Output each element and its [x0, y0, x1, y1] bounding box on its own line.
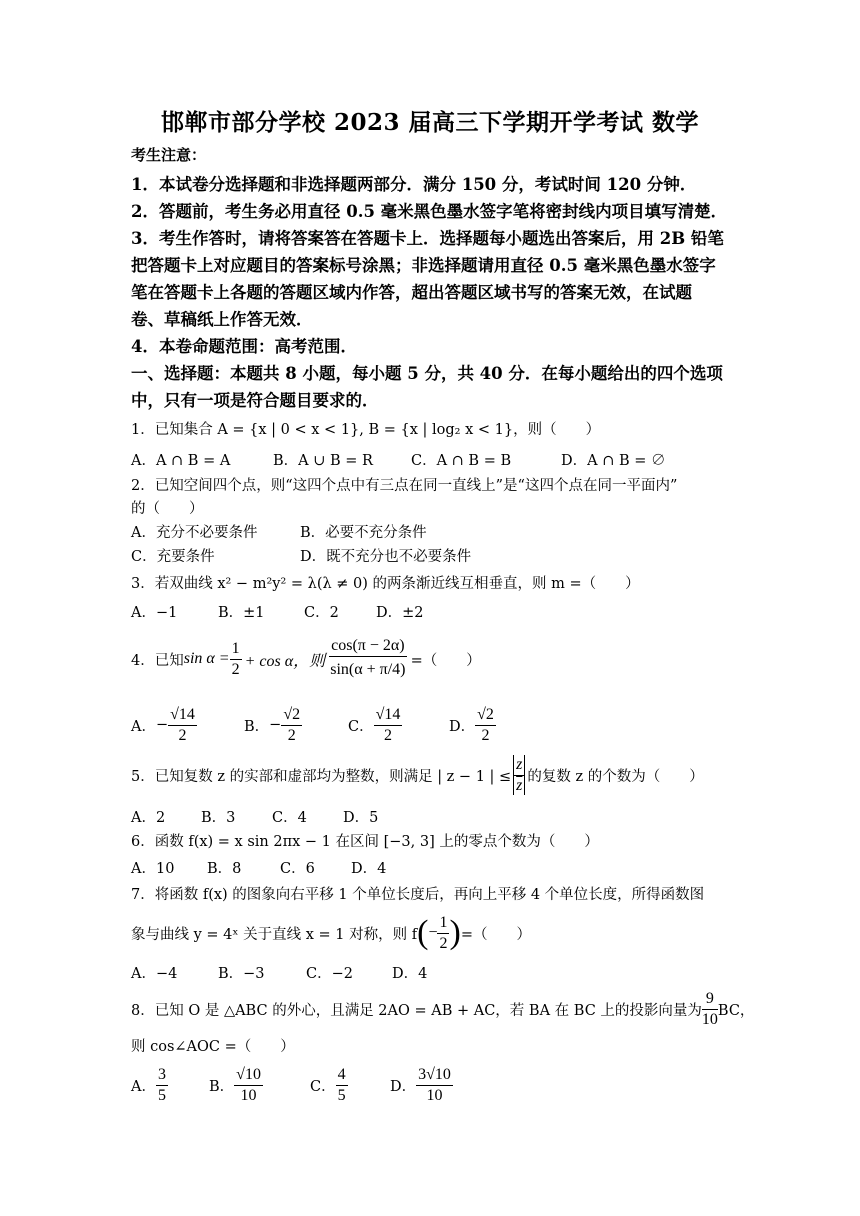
q6-option-b: B．8 [207, 861, 242, 877]
q8-d-fraction [416, 1065, 453, 1106]
q8-b-den: 10 [240, 1086, 257, 1104]
q8-a-label: A． [131, 1078, 156, 1095]
q8-option-d [390, 1062, 453, 1108]
section-heading: 一、选择题：本题共 8 小题，每小题 5 分，共 40 分．在每小题给出的四个选项 [131, 364, 723, 383]
q7-half-fraction: $\frac{1}{2}$ [439, 913, 448, 952]
page-title: 邯郸市部分学校 2023 届高三下学期开学考试 数学 [160, 109, 700, 136]
q7-stem-b: =（ ） [460, 926, 531, 943]
q4-stem-b: sin α = [183, 650, 230, 667]
q4-half-numerator: 1 [230, 639, 242, 660]
q8-d-label: D． [390, 1078, 417, 1095]
question-2-stem: 2．已知空间四个点，则“这四个点中有三点在同一直线上”是“这四个点在同一平面内” [131, 478, 678, 494]
q8-option-a [131, 1062, 168, 1108]
q4-a-label: A． [131, 718, 156, 735]
q4-d-num: √2 [475, 705, 496, 726]
q4-d-fraction [475, 705, 496, 746]
q7-option-d: D．4 [392, 966, 428, 982]
question-4-stem [131, 626, 481, 692]
q4-b-num: √2 [281, 705, 302, 726]
q4-c-num: √14 [374, 705, 403, 726]
notice-line: 卷、草稿纸上作答无效． [131, 310, 313, 329]
q8-c-num: 4 [336, 1065, 348, 1086]
q4-numerator: cos(π − 2α) [329, 636, 406, 657]
q7-option-c: C．−2 [306, 966, 353, 982]
q4-d-label: D． [449, 718, 476, 735]
notice-line: 2．答题前，考生务必用直径 0.5 毫米黑色墨水签字笔将密封线内项目填写清楚． [131, 202, 728, 221]
q3-option-b: B．±1 [218, 605, 265, 621]
q7-option-a: A．−4 [131, 966, 178, 982]
q8-a-fraction [156, 1065, 168, 1106]
question-3-stem: 3．若双曲线 x² − m²y² = λ(λ ≠ 0) 的两条渐近线互相垂直，则 m =（ ） [131, 576, 640, 592]
q5-z-over-zbar: $\frac{z}{z}$ [516, 755, 523, 794]
q8-d-num: 3√10 [416, 1065, 453, 1086]
question-7-stem: 7．将函数 f(x) 的图象向右平移 1 个单位长度后，再向上平移 4 个单位长度，所得函数图 [131, 887, 705, 903]
q8-option-c [310, 1062, 348, 1108]
q1-option-d: D．A ∩ B = ∅ [561, 453, 666, 469]
question-5-stem [131, 755, 704, 795]
q8-b-num: √10 [234, 1065, 263, 1086]
question-1-stem: 1．已知集合 A = {x | 0 < x < 1}, B = {x | log₂ x < 1}，则（ ） [131, 422, 601, 438]
q6-option-a: A．10 [131, 861, 175, 877]
q4-option-c [348, 702, 402, 748]
q8-frac-num: 9 [702, 989, 718, 1010]
q4-option-a [131, 702, 197, 748]
question-7-stem-cont: 象与曲线 y = 4ˣ 关于直线 x = 1 对称，则 f ( − $\frac{1}{2}$ ) =（ ） [131, 913, 531, 952]
q2-option-a: A．充分不必要条件 [131, 525, 258, 541]
q6-option-d: D．4 [351, 861, 387, 877]
section-heading: 中，只有一项是符合题目要求的． [131, 391, 379, 410]
q1-option-b: B．A ∪ B = R [273, 453, 373, 469]
q8-projection-fraction [702, 989, 718, 1030]
notice-line: 1．本试卷分选择题和非选择题两部分．满分 150 分，考试时间 120 分钟． [131, 175, 697, 194]
q3-option-c: C．2 [304, 605, 339, 621]
q4-half-fraction [230, 639, 242, 680]
q8-c-den: 5 [337, 1086, 346, 1104]
notice-header: 考生注意： [131, 146, 207, 164]
q8-a-den: 5 [157, 1086, 166, 1104]
q7-option-b: B．−3 [218, 966, 265, 982]
q5-option-a: A．2 [131, 810, 166, 826]
q4-c-den: 2 [384, 726, 392, 744]
q5-option-c: C．4 [272, 810, 307, 826]
notice-line: 4．本卷命题范围：高考范围． [131, 337, 357, 356]
notice-line: 笔在答题卡上各题的答题区域内作答，超出答题区域书写的答案无效，在试题 [131, 283, 692, 302]
q8-c-fraction [336, 1065, 348, 1106]
question-8-stem [131, 988, 754, 1030]
q5-stem-a: 5．已知复数 z 的实部和虚部均为整数，则满足 | z − 1 | ≤ [131, 768, 512, 785]
q4-a-fraction [168, 705, 197, 746]
q4-a-sign: − [155, 717, 169, 733]
q4-stem-a: 4．已知 [131, 652, 184, 669]
q2-option-b: B．必要不充分条件 [300, 525, 427, 541]
question-6-stem: 6．函数 f(x) = x sin 2πx − 1 在区间 [−3, 3] 上的零点个数为（ ） [131, 834, 599, 850]
q6-option-c: C．6 [280, 861, 315, 877]
q8-a-num: 3 [156, 1065, 168, 1086]
q4-option-d [449, 702, 496, 748]
q4-half-denominator: 2 [231, 660, 240, 678]
q4-b-fraction [281, 705, 302, 746]
notice-line: 3．考生作答时，请将答案答在答题卡上．选择题每小题选出答案后，用 2B 铅笔 [131, 229, 724, 248]
q8-b-fraction [234, 1065, 263, 1106]
q4-a-num: √14 [168, 705, 197, 726]
q1-option-c: C．A ∩ B = B [411, 453, 512, 469]
q8-c-label: C． [310, 1078, 336, 1095]
q4-c-fraction [374, 705, 403, 746]
notice-line: 把答题卡上对应题目的答案标号涂黑；非选择题请用直径 0.5 毫米黑色墨水签字 [131, 256, 716, 275]
q2-option-c: C．充要条件 [131, 549, 215, 565]
q5-stem-b: 的复数 z 的个数为（ ） [527, 768, 704, 785]
q3-option-a: A．−1 [131, 605, 178, 621]
question-8-stem-cont: 则 cos∠AOC =（ ） [131, 1039, 295, 1055]
q8-stem-b: BC， [717, 1002, 755, 1019]
q4-c-label: C． [348, 718, 374, 735]
q4-b-sign: − [269, 717, 282, 733]
q7-stem-a: 象与曲线 y = 4ˣ 关于直线 x = 1 对称，则 f [131, 926, 418, 943]
q4-denominator: sin(α + π/4) [330, 660, 406, 678]
q5-abs-fraction [513, 755, 525, 796]
q4-d-den: 2 [481, 726, 490, 744]
q8-stem-a: 8．已知 O 是 △ABC 的外心，且满足 2AO = AB + AC，若 BA 在 BC 上的投影向量为 [131, 1002, 702, 1019]
q4-a-den: 2 [178, 726, 187, 744]
question-2-stem-cont: 的（ ） [131, 501, 204, 517]
q8-option-b [209, 1062, 263, 1108]
q4-option-b [244, 702, 302, 748]
q3-option-d: D．±2 [376, 605, 424, 621]
q2-option-d: D．既不充分也不必要条件 [300, 549, 472, 565]
q8-d-den: 10 [426, 1086, 443, 1104]
q5-option-b: B．3 [201, 810, 236, 826]
q5-option-d: D．5 [343, 810, 379, 826]
q8-frac-den: 10 [701, 1010, 718, 1028]
q4-stem-d: =（ ） [410, 652, 481, 669]
q4-stem-c: + cos α，则 [244, 652, 326, 670]
q1-option-a: A．A ∩ B = A [131, 453, 231, 469]
q4-main-fraction [329, 636, 406, 683]
q4-b-label: B． [244, 718, 270, 735]
q4-b-den: 2 [287, 726, 296, 744]
q8-b-label: B． [209, 1078, 235, 1095]
